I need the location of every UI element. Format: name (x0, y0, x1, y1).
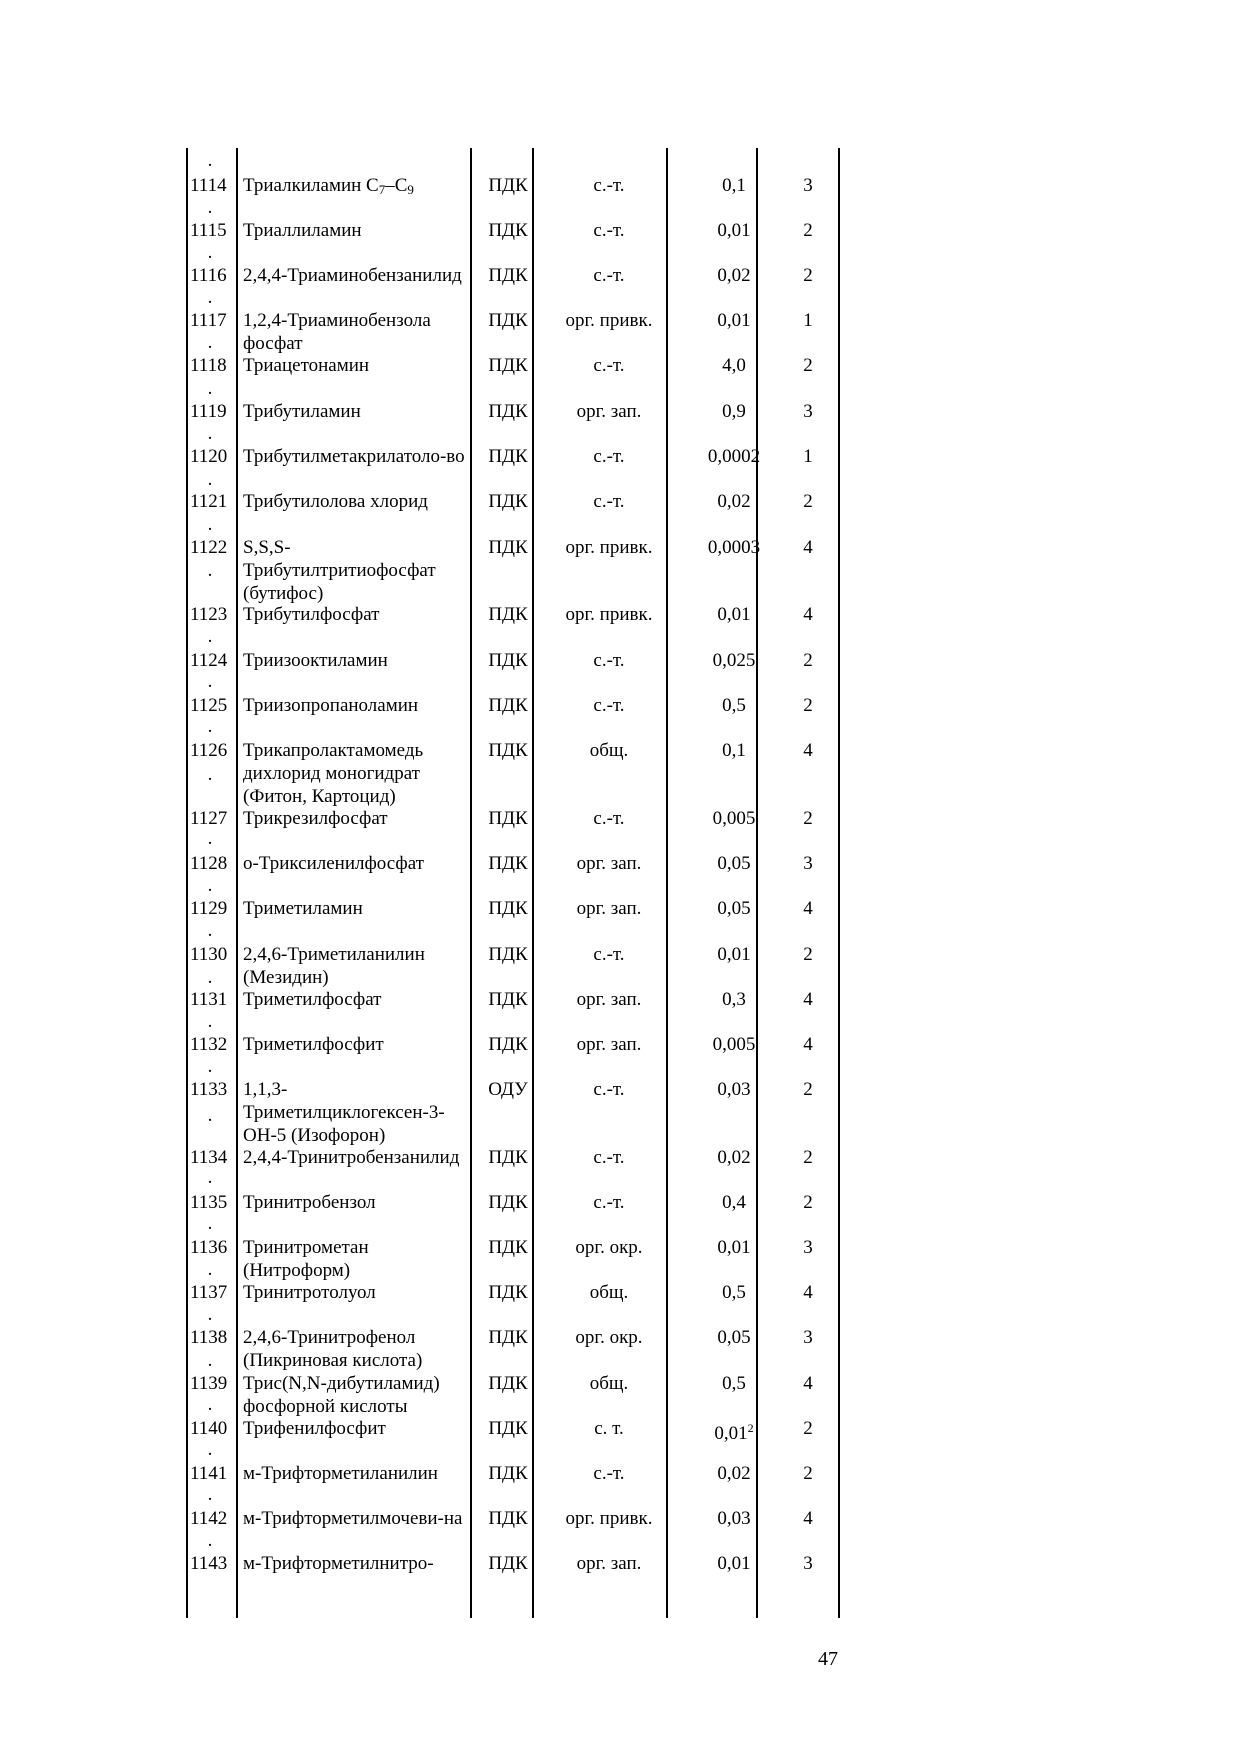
norm-type: ПДК (488, 1418, 528, 1439)
row-number: 1127 (190, 808, 228, 829)
hazard-class: 4 (803, 740, 813, 761)
norm-type: ПДК (488, 265, 528, 286)
row-number-dot: . (207, 1484, 213, 1505)
row-number-dot: . (207, 560, 213, 581)
substance-name: Тринитрометан (Нитроформ) (243, 1237, 369, 1281)
concentration-value: 0,01 (717, 604, 751, 625)
norm-type: ПДК (488, 1237, 528, 1258)
hazard-class: 4 (803, 604, 813, 625)
hazard-class: 4 (803, 898, 813, 919)
row-number: 1138 (190, 1327, 228, 1348)
hazard-class: 3 (803, 401, 813, 422)
row-number: 1134 (190, 1147, 228, 1168)
hazard-indicator: с.-т. (593, 695, 625, 716)
hazard-class: 4 (803, 1282, 813, 1303)
column-divider-number (236, 148, 238, 1618)
hazard-indicator: орг. зап. (576, 853, 642, 874)
substance-name: 1,2,4-Триаминобензола фосфат (243, 310, 431, 354)
norm-type: ПДК (488, 853, 528, 874)
substance-name: Триметиламин (243, 898, 363, 919)
norm-type: ПДК (488, 175, 528, 196)
concentration-value: 0,01 (717, 220, 751, 241)
substance-name: Трифенилфосфит (243, 1418, 386, 1439)
concentration-value: 0,02 (717, 265, 751, 286)
concentration-value: 0,03 (717, 1508, 751, 1529)
row-number-dot: . (207, 1304, 213, 1325)
concentration-value: 0,5 (722, 1282, 746, 1303)
substance-name: Трикрезилфосфат (243, 808, 388, 829)
norm-type: ПДК (488, 355, 528, 376)
row-number: 1128 (190, 853, 228, 874)
row-number: 1139 (190, 1373, 228, 1394)
footnote-mark: 2 (747, 1421, 754, 1435)
hazard-class: 1 (803, 446, 813, 467)
hazard-class: 2 (803, 355, 813, 376)
row-number-dot: . (207, 764, 213, 785)
row-number-dot: . (207, 197, 213, 218)
substance-name: Трис(N,N-дибутиламид) фосфорной кислоты (243, 1373, 440, 1417)
concentration-value: 0,01 (717, 1553, 751, 1574)
substance-name: м-Трифторметилмочеви-на (243, 1508, 463, 1529)
hazard-indicator: орг. привк. (565, 537, 653, 558)
row-number-dot: . (207, 150, 213, 171)
hazard-indicator: с.-т. (593, 1147, 625, 1168)
substance-name: Трибутилметакрилатоло-во (243, 446, 465, 467)
hazard-indicator: с.-т. (593, 265, 625, 286)
norm-type: ПДК (488, 1463, 528, 1484)
row-number: 1126 (190, 740, 228, 761)
concentration-value: 0,05 (717, 853, 751, 874)
row-number: 1142 (190, 1508, 228, 1529)
norm-type: ПДК (488, 1034, 528, 1055)
substance-name: Триизопропаноламин (243, 695, 419, 716)
hazard-indicator: с.-т. (593, 944, 625, 965)
norm-type: ПДК (488, 650, 528, 671)
substance-table (186, 148, 851, 1618)
norm-type: ПДК (488, 1192, 528, 1213)
row-number-dot: . (207, 423, 213, 444)
substance-name: Тринитробензол (243, 1192, 376, 1213)
hazard-class: 4 (803, 537, 813, 558)
hazard-indicator: с.-т. (593, 808, 625, 829)
concentration-value: 0,5 (722, 695, 746, 716)
hazard-class: 3 (803, 1237, 813, 1258)
hazard-class: 2 (803, 1192, 813, 1213)
hazard-class: 4 (803, 989, 813, 1010)
row-number: 1124 (190, 650, 228, 671)
hazard-indicator: с. т. (594, 1418, 624, 1439)
hazard-indicator: орг. привк. (565, 310, 653, 331)
row-number-dot: . (207, 242, 213, 263)
hazard-indicator: орг. привк. (565, 604, 653, 625)
norm-type: ПДК (488, 1553, 528, 1574)
hazard-class: 3 (803, 1553, 813, 1574)
row-number-dot: . (207, 469, 213, 490)
norm-type: ПДК (488, 1373, 528, 1394)
concentration-value: 0,4 (722, 1192, 746, 1213)
substance-name: 2,4,6-Триметиланилин (Мезидин) (243, 944, 425, 988)
substance-name: Триизооктиламин (243, 650, 388, 671)
concentration-value: 0,025 (712, 650, 756, 671)
norm-type: ПДК (488, 401, 528, 422)
hazard-class: 4 (803, 1373, 813, 1394)
row-number-dot: . (207, 716, 213, 737)
concentration-value: 0,005 (712, 1034, 756, 1055)
concentration-value: 0,01 (717, 1237, 751, 1258)
norm-type: ПДК (488, 491, 528, 512)
row-number-dot: . (207, 1394, 213, 1415)
hazard-indicator: орг. окр. (575, 1327, 643, 1348)
row-number-dot: . (207, 1011, 213, 1032)
norm-type: ПДК (488, 604, 528, 625)
substance-name: м-Трифторметилнитро- (243, 1553, 434, 1574)
hazard-indicator: с.-т. (593, 1192, 625, 1213)
row-number-dot: . (207, 1350, 213, 1371)
column-divider-name (470, 148, 472, 1618)
row-number-dot: . (207, 967, 213, 988)
substance-name: Триметилфосфат (243, 989, 382, 1010)
concentration-value: 0,01$^2$ (714, 1421, 754, 1444)
hazard-class: 3 (803, 1327, 813, 1348)
hazard-class: 2 (803, 808, 813, 829)
concentration-value: 0,03 (717, 1079, 751, 1100)
concentration-value: 0,02 (717, 491, 751, 512)
concentration-value: 0,02 (717, 1147, 751, 1168)
row-number: 1119 (190, 401, 227, 422)
row-number-dot: . (207, 920, 213, 941)
hazard-class: 1 (803, 310, 813, 331)
substance-name: Трибутилолова хлорид (243, 491, 428, 512)
hazard-class: 4 (803, 1034, 813, 1055)
row-number: 1114 (190, 175, 227, 196)
row-number: 1118 (190, 355, 227, 376)
row-number: 1131 (190, 989, 228, 1010)
hazard-indicator: с.-т. (593, 1463, 625, 1484)
substance-name: S,S,S-Трибутилтритиофосфат (бутифос) (243, 537, 436, 604)
norm-type: ПДК (488, 695, 528, 716)
concentration-value: 0,01 (717, 310, 751, 331)
hazard-indicator: с.-т. (593, 1079, 625, 1100)
concentration-value: 0,9 (722, 401, 746, 422)
substance-name: Триметилфосфит (243, 1034, 384, 1055)
row-number: 1143 (190, 1553, 228, 1574)
norm-type: ПДК (488, 537, 528, 558)
hazard-indicator: орг. зап. (576, 898, 642, 919)
hazard-indicator: с.-т. (593, 220, 625, 241)
row-number-dot: . (207, 1056, 213, 1077)
norm-type: ПДК (488, 898, 528, 919)
hazard-indicator: с.-т. (593, 175, 625, 196)
substance-name: Триалкиламин $C_7-C_9$ (243, 175, 414, 197)
hazard-indicator: орг. зап. (576, 401, 642, 422)
hazard-class: 2 (803, 1147, 813, 1168)
hazard-class: 2 (803, 491, 813, 512)
norm-type: ПДК (488, 220, 528, 241)
norm-type: ПДК (488, 989, 528, 1010)
row-number: 1136 (190, 1237, 228, 1258)
norm-type: ОДУ (488, 1079, 528, 1100)
norm-type: ПДК (488, 446, 528, 467)
hazard-indicator: общ. (589, 1373, 629, 1394)
norm-type: ПДК (488, 808, 528, 829)
substance-name: м-Трифторметиланилин (243, 1463, 438, 1484)
substance-name: Трибутилфосфат (243, 604, 380, 625)
row-number: 1120 (190, 446, 228, 467)
row-number-dot: . (207, 1105, 213, 1126)
row-number: 1137 (190, 1282, 228, 1303)
hazard-class: 2 (803, 944, 813, 965)
norm-type: ПДК (488, 1282, 528, 1303)
substance-name: Трибутиламин (243, 401, 361, 422)
row-number-dot: . (207, 828, 213, 849)
row-number-dot: . (207, 671, 213, 692)
concentration-value: 0,1 (722, 740, 746, 761)
hazard-class: 2 (803, 1079, 813, 1100)
row-number: 1141 (190, 1463, 228, 1484)
substance-name: Тринитротолуол (243, 1282, 376, 1303)
substance-name: 2,4,6-Тринитрофенол (Пикриновая кислота) (243, 1327, 423, 1371)
substance-name: Триаллиламин (243, 220, 362, 241)
hazard-class: 2 (803, 265, 813, 286)
row-number: 1123 (190, 604, 228, 625)
hazard-indicator: орг. окр. (575, 1237, 643, 1258)
substance-name: Трикапролактамомедь дихлорид моногидрат (Фитон, Картоцид) (243, 740, 424, 807)
row-number-dot: . (207, 1439, 213, 1460)
row-number-dot: . (207, 1213, 213, 1234)
row-number: 1130 (190, 944, 228, 965)
substance-name: 1,1,3-Триметилциклогексен-3-ОН-5 (Изофорон) (243, 1079, 445, 1146)
row-number-dot: . (207, 287, 213, 308)
hazard-indicator: общ. (589, 740, 629, 761)
row-number: 1132 (190, 1034, 228, 1055)
page-number: 47 (818, 1648, 838, 1670)
norm-type: ПДК (488, 944, 528, 965)
row-number-dot: . (207, 1167, 213, 1188)
concentration-value: 0,005 (712, 808, 756, 829)
hazard-class: 2 (803, 650, 813, 671)
concentration-value: 4,0 (722, 355, 746, 376)
hazard-indicator: с.-т. (593, 355, 625, 376)
row-number: 1122 (190, 537, 228, 558)
norm-type: ПДК (488, 310, 528, 331)
hazard-class: 2 (803, 1418, 813, 1439)
row-number: 1133 (190, 1079, 228, 1100)
hazard-class: 2 (803, 1463, 813, 1484)
row-number: 1115 (190, 220, 227, 241)
hazard-indicator: с.-т. (593, 446, 625, 467)
hazard-class: 4 (803, 1508, 813, 1529)
substance-name: 2,4,4-Тринитробензанилид (243, 1147, 460, 1168)
row-number-dot: . (207, 875, 213, 896)
concentration-value: 0,0003 (707, 537, 761, 558)
row-number: 1116 (190, 265, 227, 286)
hazard-indicator: орг. зап. (576, 1034, 642, 1055)
norm-type: ПДК (488, 1327, 528, 1348)
concentration-value: 0,5 (722, 1373, 746, 1394)
concentration-value: 0,05 (717, 1327, 751, 1348)
hazard-class: 2 (803, 695, 813, 716)
row-number: 1125 (190, 695, 228, 716)
row-number-dot: . (207, 514, 213, 535)
hazard-class: 2 (803, 220, 813, 241)
row-number-dot: . (207, 1530, 213, 1551)
hazard-indicator: с.-т. (593, 491, 625, 512)
substance-name: о-Триксиленилфосфат (243, 853, 424, 874)
concentration-value: 0,3 (722, 989, 746, 1010)
concentration-value: 0,1 (722, 175, 746, 196)
hazard-indicator: общ. (589, 1282, 629, 1303)
row-number-dot: . (207, 1259, 213, 1280)
row-number-dot: . (207, 378, 213, 399)
hazard-class: 3 (803, 853, 813, 874)
hazard-indicator: орг. зап. (576, 1553, 642, 1574)
concentration-value: 0,02 (717, 1463, 751, 1484)
hazard-class: 3 (803, 175, 813, 196)
concentration-value: 0,01 (717, 944, 751, 965)
norm-type: ПДК (488, 740, 528, 761)
concentration-value: 0,0002 (707, 446, 761, 467)
hazard-indicator: орг. привк. (565, 1508, 653, 1529)
norm-type: ПДК (488, 1147, 528, 1168)
row-number: 1129 (190, 898, 228, 919)
substance-name: 2,4,4-Триаминобензанилид (243, 265, 462, 286)
row-number: 1117 (190, 310, 227, 331)
row-number: 1135 (190, 1192, 228, 1213)
concentration-value: 0,05 (717, 898, 751, 919)
norm-type: ПДК (488, 1508, 528, 1529)
row-number-dot: . (207, 626, 213, 647)
row-number-dot: . (207, 332, 213, 353)
row-number: 1121 (190, 491, 228, 512)
hazard-indicator: орг. зап. (576, 989, 642, 1010)
substance-name: Триацетонамин (243, 355, 370, 376)
hazard-indicator: с.-т. (593, 650, 625, 671)
row-number: 1140 (190, 1418, 228, 1439)
